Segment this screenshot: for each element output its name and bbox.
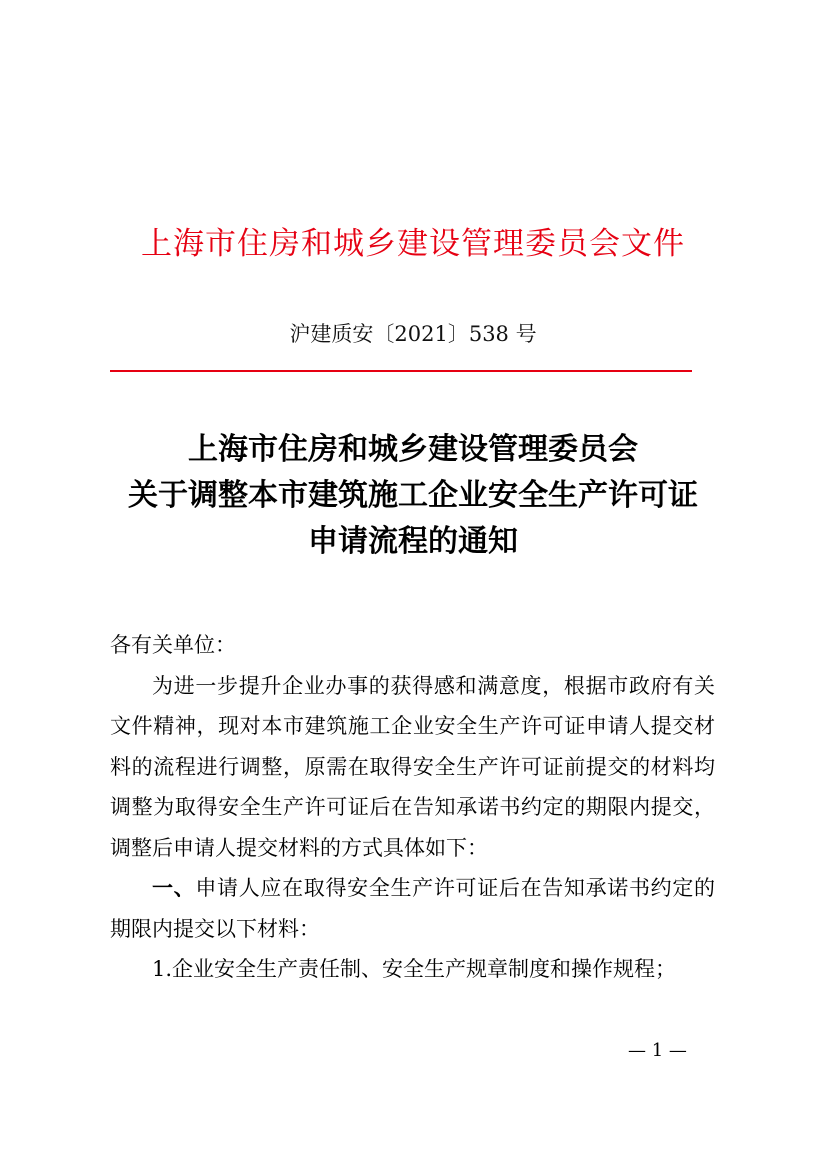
list-item-1: 1.企业安全生产责任制、安全生产规章制度和操作规程； — [152, 957, 677, 981]
title-line-1: 上海市住房和城乡建设管理委员会 — [188, 432, 638, 467]
document-title — [0, 427, 826, 565]
section-1-paragraph — [110, 868, 715, 949]
red-divider-line — [110, 370, 692, 372]
title-line-2: 关于调整本市建筑施工企业安全生产许可证 — [128, 478, 698, 513]
salutation: 各有关单位： — [110, 633, 236, 657]
document-body — [110, 625, 715, 990]
issuer-banner: 上海市住房和城乡建设管理委员会文件 — [141, 226, 685, 262]
page-number: — 1 — — [628, 1040, 687, 1061]
intro-paragraph: 为进一步提升企业办事的获得感和满意度，根据市政府有关文件精神，现对本市建筑施工企业安全生产许可证申请人提交材料的流程进行调整，原需在取得安全生产许可证前提交的材料均调整为取得安全生产许可证后在告知承诺书约定的期限内提交，调整后申请人提交材料的方式具体如下： — [110, 673, 715, 860]
document-number: 沪建质安〔2021〕538 号 — [289, 322, 537, 346]
title-line-3: 申请流程的通知 — [308, 524, 518, 559]
section-1-text: 申请人应在取得安全生产许可证后在告知承诺书约定的期限内提交以下材料： — [110, 876, 716, 941]
section-1-marker: 一、 — [152, 875, 196, 900]
